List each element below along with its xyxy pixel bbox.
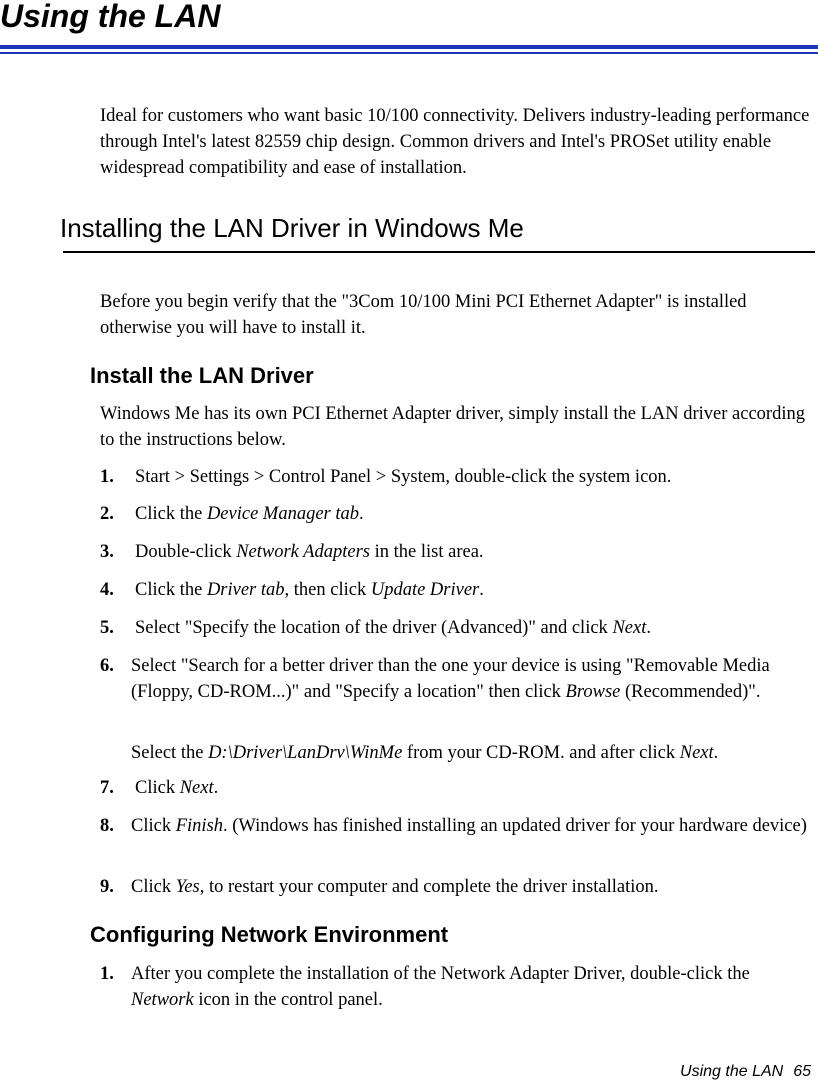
step-number: 5.: [100, 618, 114, 638]
step-number: 6.: [100, 656, 114, 676]
step-text: Click the Device Manager tab.: [135, 504, 364, 524]
install-step: [100, 874, 814, 900]
step-text: Select "Specify the location of the driver (Advanced)" and click Next.: [135, 618, 651, 638]
install-step: [100, 577, 814, 603]
install-step: [100, 653, 814, 705]
config-title: Configuring Network Environment: [90, 922, 449, 947]
install-step: [100, 539, 814, 565]
step-number: 8.: [100, 816, 114, 836]
step-text: Select "Search for a better driver than the one your device is using "Removable Media (Floppy, CD-ROM...)" and "Specify a location" then click Browse (Recommended)".: [131, 656, 770, 702]
config-step: [100, 961, 814, 1013]
step-number: 2.: [100, 504, 114, 524]
step-text: Click Yes, to restart your computer and complete the driver installation.: [131, 877, 659, 897]
step-text: Double-click Network Adapters in the list area.: [135, 542, 484, 562]
install-step: [100, 464, 814, 490]
step-number: 7.: [100, 778, 114, 798]
page-title: Using the LAN: [0, 0, 221, 34]
install-step: [100, 501, 814, 527]
page-footer: [680, 1062, 811, 1082]
step-number: 1.: [100, 964, 114, 984]
section-intro: Before you begin verify that the "3Com 10/100 Mini PCI Ethernet Adapter" is installed otherwise you will have to install it.: [100, 292, 747, 338]
step-text: Click the Driver tab, then click Update Driver.: [135, 580, 484, 600]
section-title: Installing the LAN Driver in Windows Me: [60, 213, 524, 243]
step-number: 4.: [100, 580, 114, 600]
section-rule: [63, 251, 815, 253]
step-text: After you complete the installation of the Network Adapter Driver, double-click the Network icon in the control panel.: [131, 964, 750, 1010]
install-step: [100, 775, 814, 801]
install-step: [100, 813, 814, 839]
title-rule-thin: [0, 52, 818, 54]
step-number: 1.: [100, 467, 114, 487]
step-number: 9.: [100, 877, 114, 897]
install-intro: Windows Me has its own PCI Ethernet Adapter driver, simply install the LAN driver according to the instructions below.: [100, 404, 805, 450]
page-intro: Ideal for customers who want basic 10/100 connectivity. Delivers industry-leading performance through Intel's latest 82559 chip design. Common drivers and Intel's PROSet utility enable widespread compatibility and ease of installation.: [100, 106, 810, 178]
install-title: Install the LAN Driver: [90, 363, 314, 388]
footer-label: Using the LAN: [680, 1063, 784, 1080]
install-step: [100, 615, 814, 641]
step-number: 3.: [100, 542, 114, 562]
page-number: 65: [793, 1063, 811, 1080]
step-text: Start > Settings > Control Panel > System, double-click the system icon.: [135, 467, 672, 487]
step-text: Click Next.: [135, 778, 219, 798]
step-text: Click Finish. (Windows has finished installing an updated driver for your hardware device): [131, 816, 807, 836]
title-rule-thick: [0, 45, 818, 49]
step-6-note: Select the D:\Driver\LanDrv\WinMe from your CD-ROM. and after click Next.: [131, 743, 719, 763]
